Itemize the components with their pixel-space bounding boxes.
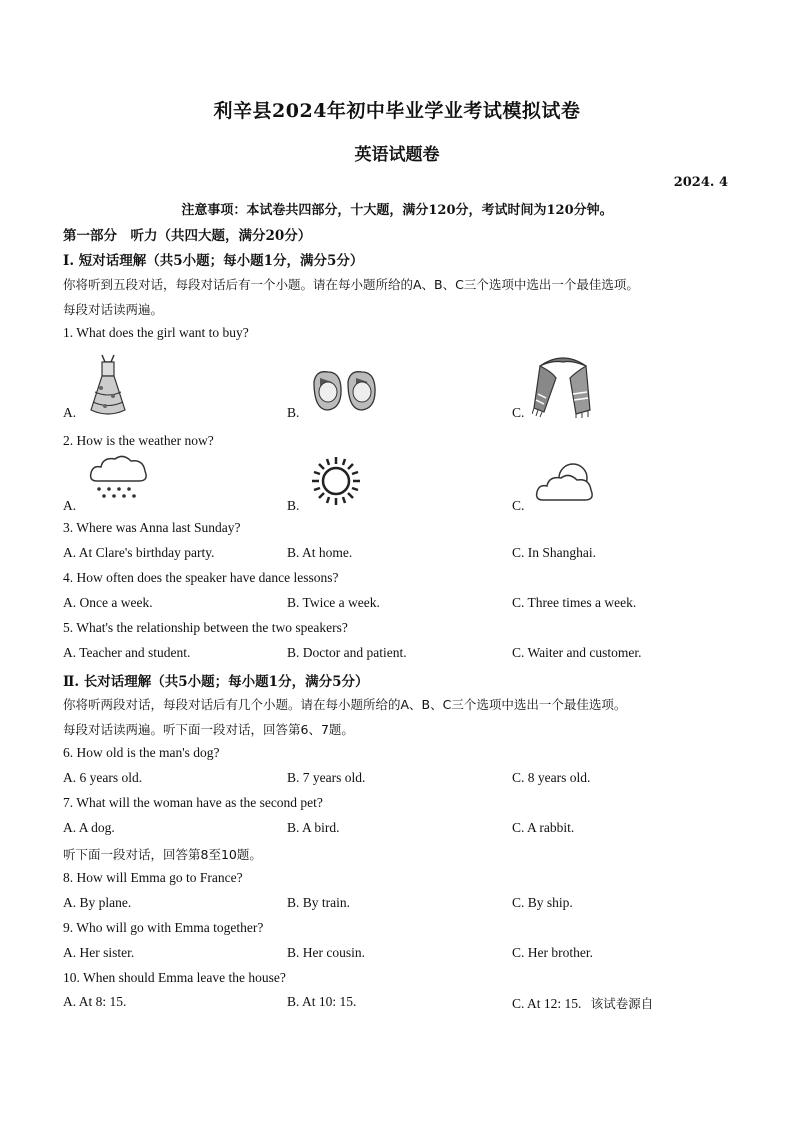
option-10b: B. At 10: 15. — [287, 994, 357, 1009]
option-8a: A. By plane. — [63, 895, 132, 910]
option-8b: B. By train. — [287, 895, 350, 910]
exam-date: 2024. 4 — [673, 175, 728, 190]
dress-icon — [83, 352, 133, 418]
option-6c: C. 8 years old. — [512, 770, 591, 785]
option-4a: A. Once a week. — [63, 595, 153, 610]
option-3b: B. At home. — [287, 545, 353, 560]
question-6: 6. How old is the man's dog? — [63, 745, 220, 760]
option-1c: C. — [512, 405, 525, 420]
option-7a: A. A dog. — [63, 820, 115, 835]
section1-heading: I. 短对话理解（共5小题；每小题1分，满分5分） — [63, 253, 364, 269]
question-3: 3. Where was Anna last Sunday? — [63, 520, 241, 535]
option-1b: B. — [287, 405, 300, 420]
question-8: 8. How will Emma go to France? — [63, 870, 243, 885]
section2-heading: Ⅱ. 长对话理解（共5小题；每小题1分，满分5分） — [63, 674, 369, 690]
shoes-icon — [310, 362, 380, 414]
section1-instruction: 你将听到五段对话，每段对话后有一个小题。请在每小题所给的A、B、C三个选项中选出一个最佳选项。 — [63, 277, 639, 292]
section2-instruction-3: 听下面一段对话，回答第8至10题。 — [63, 847, 262, 862]
rain-cloud-icon — [87, 453, 149, 503]
option-10a: A. At 8: 15. — [63, 994, 127, 1009]
question-7: 7. What will the woman have as the second pet? — [63, 795, 323, 810]
question-4: 4. How often does the speaker have dance lessons? — [63, 570, 339, 585]
question-9: 9. Who will go with Emma together? — [63, 920, 264, 935]
option-1a: A. — [63, 405, 77, 420]
option-4c: C. Three times a week. — [512, 595, 637, 610]
exam-notice: 注意事项：本试卷共四部分，十大题，满分120分，考试时间为120分钟。 — [181, 203, 613, 218]
option-5b: B. Doctor and patient. — [287, 645, 407, 660]
option-6a: A. 6 years old. — [63, 770, 143, 785]
section2-instruction-2: 每段对话读两遍。听下面一段对话，回答第6、7题。 — [63, 722, 354, 737]
question-10: 10. When should Emma leave the house? — [63, 970, 286, 985]
sun-icon — [310, 455, 362, 507]
option-5c: C. Waiter and customer. — [512, 645, 642, 660]
source-note: 该试卷源自 — [590, 996, 654, 1011]
option-2a: A. — [63, 498, 77, 513]
option-2c: C. — [512, 498, 525, 513]
option-4b: B. Twice a week. — [287, 595, 380, 610]
section1-instruction-2: 每段对话读两遍。 — [63, 302, 164, 317]
option-10c — [512, 994, 653, 1012]
option-7b: B. A bird. — [287, 820, 340, 835]
question-1: 1. What does the girl want to buy? — [63, 325, 249, 340]
option-2b: B. — [287, 498, 300, 513]
question-2: 2. How is the weather now? — [63, 433, 214, 448]
option-5a: A. Teacher and student. — [63, 645, 191, 660]
scarf-icon — [532, 352, 594, 418]
option-10c-text: C. At 12: 15. — [512, 996, 582, 1011]
section2-instruction: 你将听两段对话，每段对话后有几个小题。请在每小题所给的A、B、C三个选项中选出一个最佳选项。 — [63, 697, 627, 712]
option-3a: A. At Clare's birthday party. — [63, 545, 215, 560]
question-5: 5. What's the relationship between the two speakers? — [63, 620, 348, 635]
option-9c: C. Her brother. — [512, 945, 593, 960]
option-7c: C. A rabbit. — [512, 820, 575, 835]
option-8c: C. By ship. — [512, 895, 573, 910]
part1-heading: 第一部分 听力（共四大题，满分20分） — [63, 228, 312, 244]
option-6b: B. 7 years old. — [287, 770, 366, 785]
option-3c: C. In Shanghai. — [512, 545, 596, 560]
option-9a: A. Her sister. — [63, 945, 135, 960]
exam-subtitle: 英语试题卷 — [354, 145, 440, 165]
cloudy-icon — [535, 460, 597, 506]
exam-title: 利辛县2024年初中毕业学业考试模拟试卷 — [213, 100, 581, 122]
option-9b: B. Her cousin. — [287, 945, 365, 960]
